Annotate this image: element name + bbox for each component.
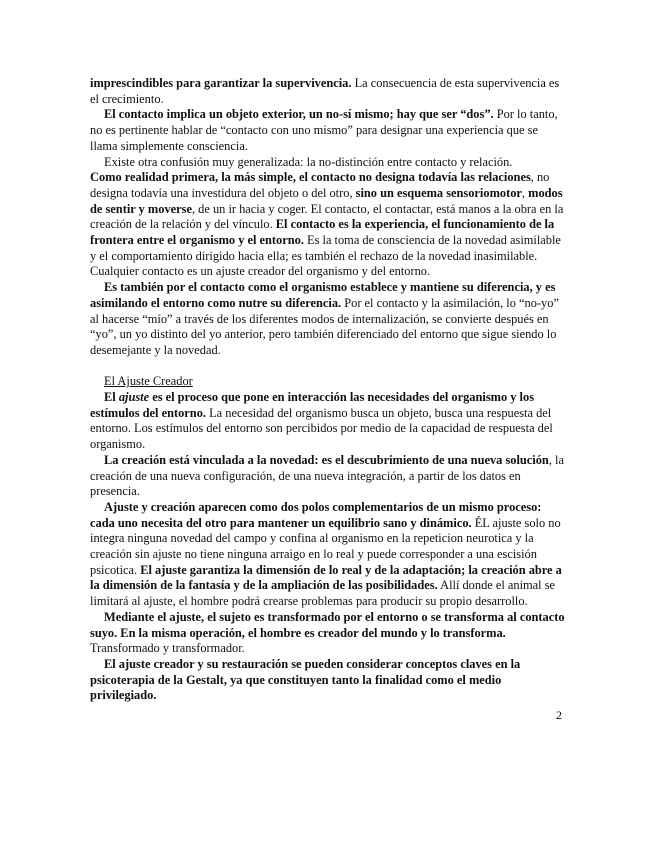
bold-text: La creación está vinculada a la novedad: es el descubrimiento de una nueva solución [104,452,549,467]
section-heading [90,374,568,390]
bold-text: El [104,390,119,405]
body-text: Es la toma de consciencia de la novedad asimilable y el comportamiento dirigido hacia ella; es también el rechazo de la novedad inasimilable. Cualquier contacto es un ajuste creador del organismo y del entorno. [90,233,561,279]
body-text: La consecuencia de esta supervivencia es el crecimiento. [90,76,560,106]
body-text: Por lo tanto, no es pertinente hablar de “contacto con uno mismo” para designar una experiencia que se llama simplemente consciencia. [90,107,558,153]
paragraph-3 [90,170,568,280]
bold-text: sino un esquema sensoriomotor [355,185,522,200]
body-text: Por el contacto y la asimilación, lo “no-yo” al hacerse “mío” a través de los diferentes modos de internalización, se convierte después en “yo”, un yo distinto del yo anterior, pero también diferenciado del entorno que sigue siendo lo desemejante y la novedad. [90,295,559,357]
bold-text: El ajuste creador y su restauración se pueden considerar conceptos claves en la psicoterapia de la Gestalt, ya que constituyen tanto la finalidad como el medio privilegiado. [90,657,521,703]
bold-text: es el proceso que pone en interacción las necesidades del organismo y los estímulos del entorno. [90,390,535,420]
body-text: , la creación de una nueva configuración, de una nueva integración, a partir de los datos en presencia. [90,452,564,499]
paragraph-0 [90,76,568,107]
paragraph-1 [90,107,568,154]
paragraph-8 [90,610,568,657]
page-number: 2 [556,708,562,722]
bold-text: El contacto implica un objeto exterior, un no-sí mismo; hay que ser “dos”. [104,107,494,122]
paragraph-5 [90,390,568,453]
bold-text: imprescindibles para garantizar la supervivencia. [90,76,352,90]
bold-text: El ajuste garantiza la dimensión de lo real y de la adaptación; la creación abre a la dimensión de la fantasía y de la ampliación de las posibilidades. [90,562,562,593]
heading-text: El Ajuste Creador [104,374,193,389]
body-text: , de un ir hacia y coger. El contacto, el contactar, está manos a la obra en la creación de la relación y del vínculo. [90,201,564,232]
paragraph-7 [90,500,568,610]
document-body [90,76,568,704]
bold-text: Ajuste y creación aparecen como dos polos complementarios de un mismo proceso: cada uno necesita del otro para mantener un equilibrio sano y dinámico. [90,499,542,530]
body-text: , no designa todavía una investidura del objeto o del otro, [90,170,550,200]
paragraph-9 [90,657,568,704]
paragraph-4 [90,280,568,359]
bold-italic-text [119,390,149,404]
body-text: , [521,185,529,200]
bold-text: Mediante el ajuste, el sujeto es transformado por el entorno o se transforma al contacto suyo. En la misma operación, el hombre es creador del mundo y lo transforma. [90,609,565,640]
paragraph-2 [90,155,568,171]
body-text: Transformado y transformador. [90,641,245,656]
body-text: Allí donde el animal se limitará al ajuste, el hombre podrá crearse problemas para producir su propio desarrollo. [90,578,556,609]
bold-text: Como realidad primera, la más simple, el contacto no designa todavía las relaciones [90,170,531,185]
body-text: ÉL ajuste solo no integra ninguna novedad del campo y confina al organismo en la repeticion neurotica y la creación sin ajuste no tiene ninguna arraigo en lo real y puede corresponder a una escisión psicotica. [90,515,561,577]
italic-text: ajuste [118,390,150,405]
bold-text: modos de sentir y moverse [90,185,563,216]
paragraph-6 [90,453,568,500]
bold-text: El contacto es la experiencia, el funcionamiento de la frontera entre el organismo y el entorno. [90,217,555,248]
body-text: Existe otra confusión muy generalizada: la no-distinción entre contacto y relación. [104,154,513,169]
bold-text: Es también por el contacto como el organismo establece y mantiene su diferencia, y es asimilando el entorno como nutre su diferencia. [90,280,556,310]
body-text: La necesidad del organismo busca un objeto, busca una respuesta del entorno. Los estímulos del entorno son percibidos por medio de la capacidad de respuesta del organismo. [90,405,553,452]
